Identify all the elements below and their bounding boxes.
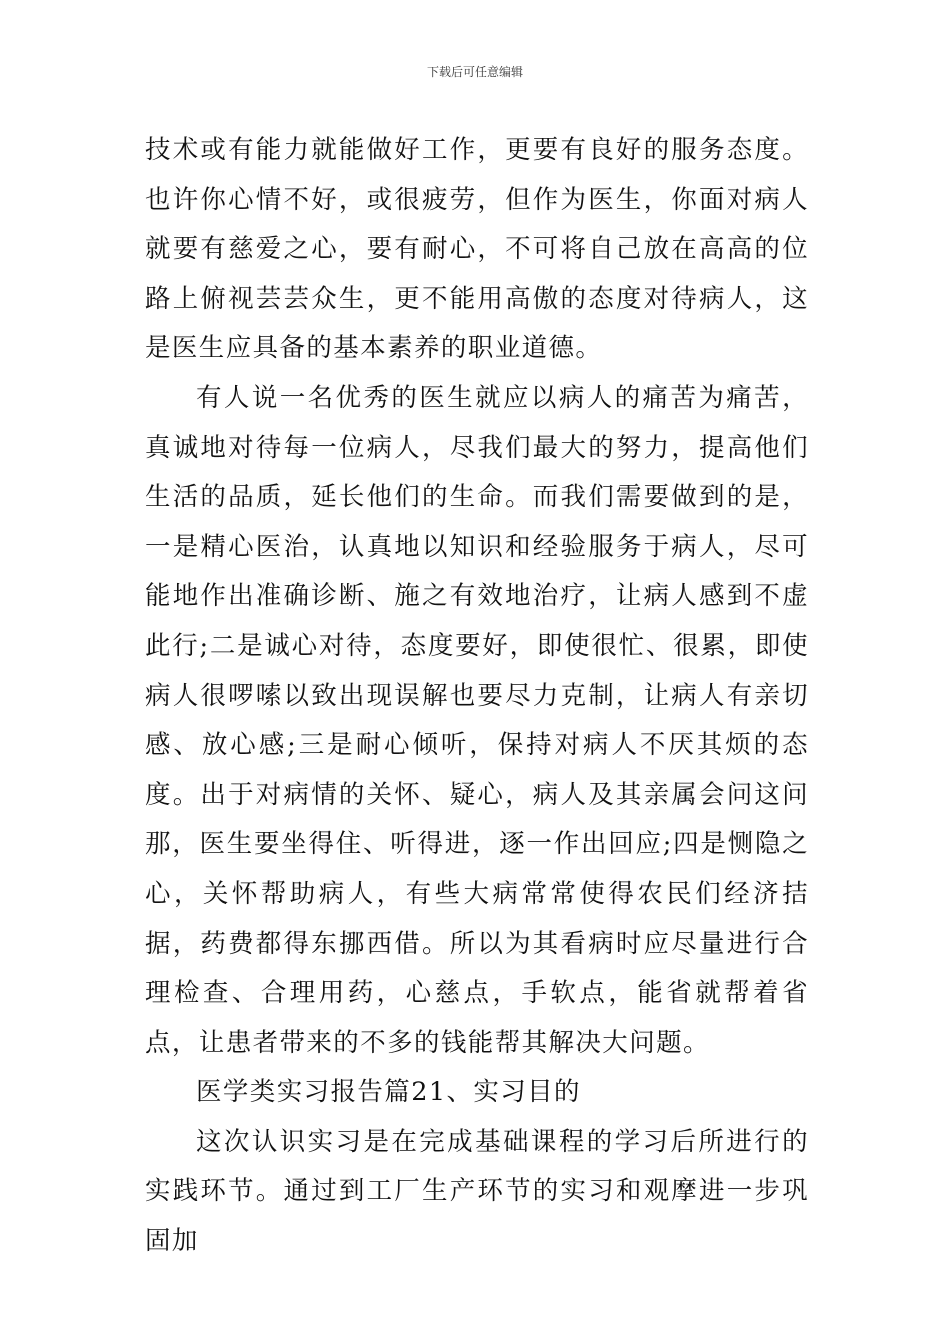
- paragraph-physician-duties: 有人说一名优秀的医生就应以病人的痛苦为痛苦，真诚地对待每一位病人，尽我们最大的努力，提高他们生活的品质，延长他们的生命。而我们需要做到的是，一是精心医治，认真地以知识和经验服务于病人，尽可能地作出准确诊断、施之有效地治疗，让病人感到不虚此行;二是诚心对待，态度要好，即使很忙、很累，即使病人很啰嗦以致出现误解也要尽力克制，让病人有亲切感、放心感;三是耐心倾听，保持对病人不厌其烦的态度。出于对病情的关怀、疑心，病人及其亲属会问这问那，医生要坐得住、听得进，逐一作出回应;四是恻隐之心，关怀帮助病人，有些大病常常使得农民们经济拮据，药费都得东挪西借。所以为其看病时应尽量进行合理检查、合理用药，心慈点，手软点，能省就帮着省点，让患者带来的不多的钱能帮其解决大问题。: [145, 382, 809, 1058]
- section-heading: 医学类实习报告篇21、实习目的: [196, 1077, 581, 1108]
- paragraph-internship-intro: 这次认识实习是在完成基础课程的学习后所进行的实践环节。通过到工厂生产环节的实习和观摩进一步巩固加: [145, 1126, 809, 1257]
- document-body: [145, 126, 809, 1267]
- page-header: 下载后可任意编辑: [426, 65, 523, 79]
- paragraph-continued: 技术或有能力就能做好工作，更要有良好的服务态度。也许你心情不好，或很疲劳，但作为医生，你面对病人就要有慈爱之心，要有耐心，不可将自己放在高高的位路上俯视芸芸众生，更不能用高傲的态度对待病人，这是医生应具备的基本素养的职业道德。: [145, 135, 809, 364]
